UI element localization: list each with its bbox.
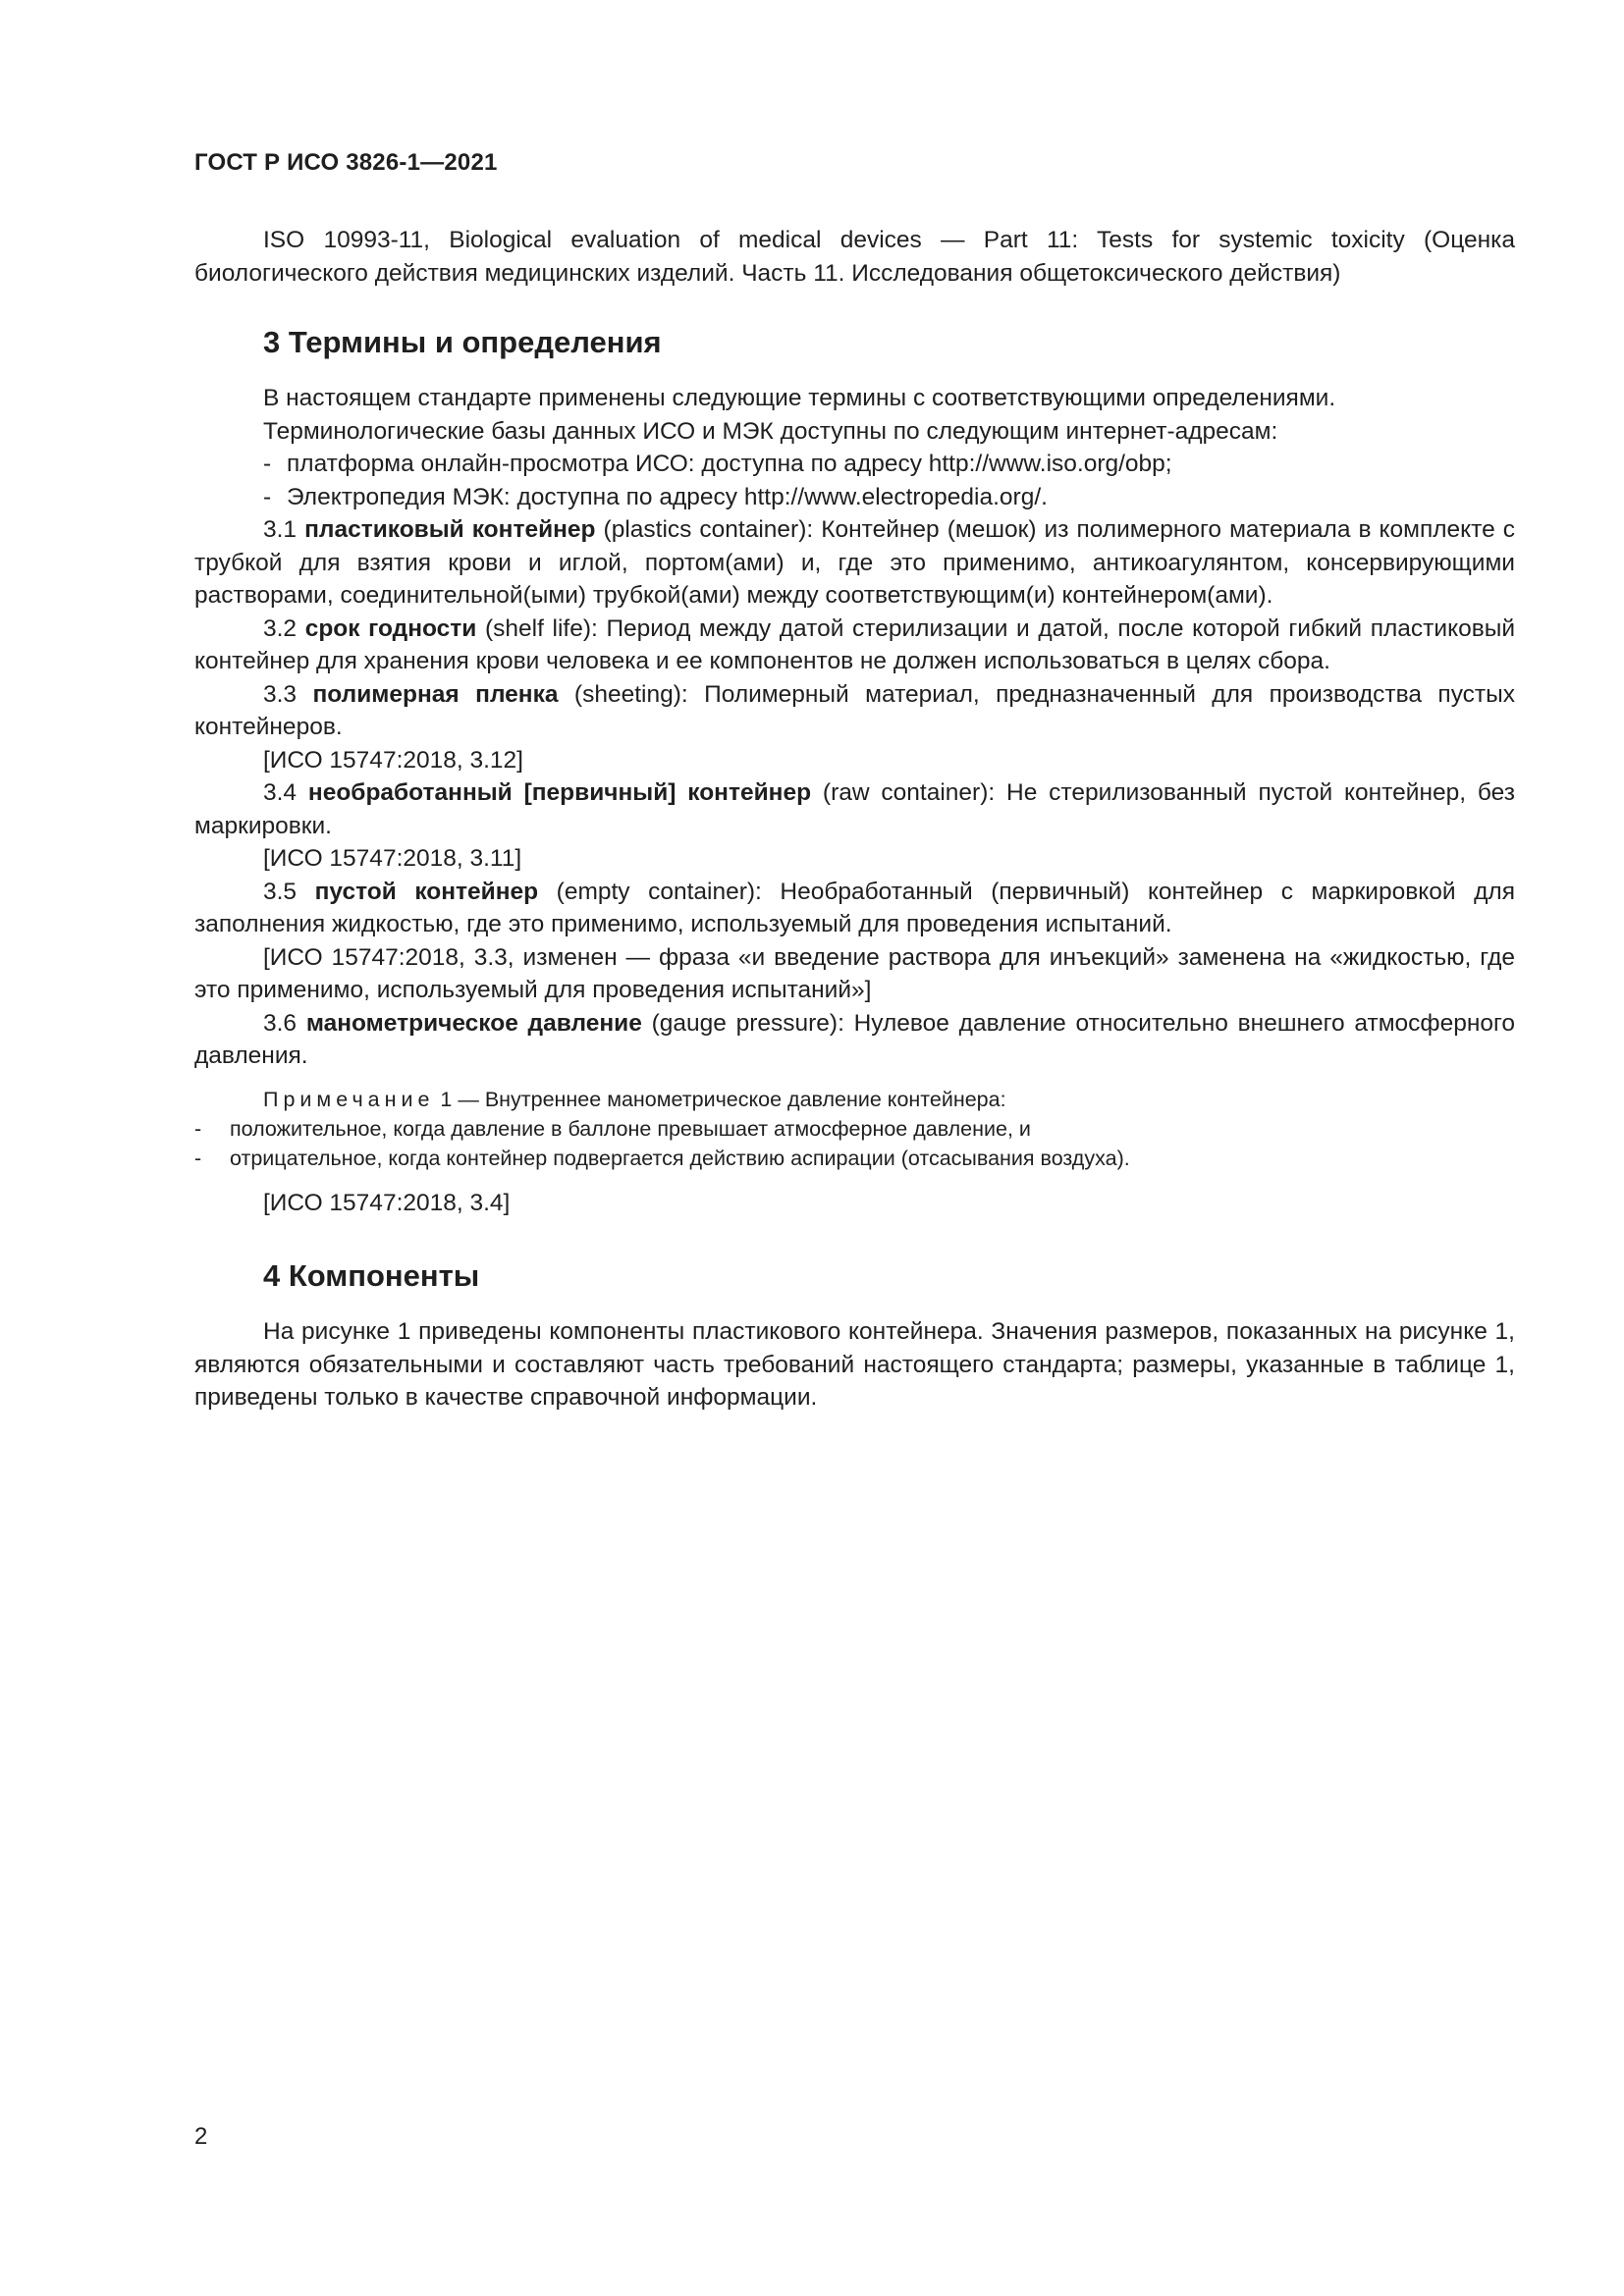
term-number: 3.1 xyxy=(263,516,298,543)
term-definition: (empty container): Необработанный (первичный) контейнер с маркировкой для заполнения жидкостью, где это применимо, используемый для проведения испытаний. xyxy=(194,878,1515,937)
term-3-6 xyxy=(194,1007,1515,1073)
term-source-reference: [ИСО 15747:2018, 3.3, изменен — фраза «и введение раствора для инъекций» заменена на «жидкостью, где это применимо, используемый для проведения испытаний»] xyxy=(194,943,1515,1003)
term-definition: (plastics container): Контейнер (мешок) из полимерного материала в комплекте с трубкой для взятия крови и иглой, портом(ами) и, где это применимо, антикоагулянтом, консервирующими растворами, соединительной(ыми) трубкой(ами) между соответствующим(и) контейнером(ами). xyxy=(194,516,1515,609)
dash-marker: - xyxy=(263,451,272,477)
term-3-4 xyxy=(194,776,1515,842)
document-header-title: ГОСТ Р ИСО 3826-1—2021 xyxy=(194,149,498,176)
term-source-reference: [ИСО 15747:2018, 3.12] xyxy=(263,746,523,774)
term-name: пластиковый контейнер xyxy=(304,516,596,543)
dash-marker: - xyxy=(263,483,272,510)
note-label: Примечание xyxy=(263,1087,435,1111)
term-3-5 xyxy=(194,876,1515,941)
section-3-intro-1: В настоящем стандарте применены следующие термины с соответствующими определениями. xyxy=(263,385,1336,411)
note-heading xyxy=(194,1085,1515,1114)
note-list-item xyxy=(194,1114,1515,1144)
dash-marker: - xyxy=(194,1146,202,1170)
note-list-item xyxy=(194,1144,1515,1173)
term-name: полимерная пленка xyxy=(312,680,559,708)
term-definition: (shelf life): Период между датой стерилизации и датой, после которой гибкий пластиковый контейнер для хранения крови человека и ее компонентов не должен использоваться в целях сбора. xyxy=(194,614,1516,674)
term-definition: (gauge pressure): Нулевое давление относительно внешнего атмосферного давления. xyxy=(194,1009,1516,1069)
normative-reference-iso-10993-11: ISO 10993-11, Biological evaluation of medical devices — Part 11: Tests for systemic toxicity (Оценка биологического действия медицинских изделий. Часть 11. Исследования общетоксического действия) xyxy=(194,227,1515,287)
section-4-paragraph: На рисунке 1 приведены компоненты пластикового контейнера. Значения размеров, показанных на рисунке 1, являются обязательными и составляют часть требований настоящего стандарта; размеры, указанные в таблице 1, приведены только в качестве справочной информации. xyxy=(194,1318,1515,1411)
term-number: 3.2 xyxy=(263,614,298,642)
term-number: 3.3 xyxy=(263,680,298,708)
term-number: 3.6 xyxy=(263,1009,298,1037)
document-body xyxy=(194,224,1515,1415)
term-3-2 xyxy=(194,613,1515,678)
dash-marker: - xyxy=(194,1116,202,1141)
note-block xyxy=(194,1085,1515,1173)
term-number: 3.5 xyxy=(263,878,298,905)
term-3-3 xyxy=(194,678,1515,744)
list-item-text: Электропедия МЭК: доступна по адресу http://www.electropedia.org/. xyxy=(287,483,1048,510)
page-number: 2 xyxy=(194,2123,208,2150)
list-item xyxy=(194,481,1515,514)
term-name: манометрическое давление xyxy=(305,1009,642,1037)
section-4-heading: 4 Компоненты xyxy=(263,1258,480,1293)
term-number: 3.4 xyxy=(263,779,298,806)
term-definition: (raw container): Не стерилизованный пустой контейнер, без маркировки. xyxy=(194,779,1515,839)
note-text: 1 — Внутреннее манометрическое давление контейнера: xyxy=(434,1087,1006,1111)
term-name: пустой контейнер xyxy=(314,878,539,905)
note-list-item-text: отрицательное, когда контейнер подвергается действию аспирации (отсасывания воздуха). xyxy=(230,1146,1130,1170)
term-name: срок годности xyxy=(304,614,477,642)
section-3-heading: 3 Термины и определения xyxy=(263,325,662,359)
note-list-item-text: положительное, когда давление в баллоне превышает атмосферное давление, и xyxy=(230,1116,1031,1141)
term-name: необработанный [первичный] контейнер xyxy=(307,779,812,806)
section-3-intro-2: Терминологические базы данных ИСО и МЭК доступны по следующим интернет-адресам: xyxy=(263,417,1278,445)
list-item-text: платформа онлайн-просмотра ИСО: доступна по адресу http://www.iso.org/obp; xyxy=(287,451,1172,477)
term-3-1 xyxy=(194,513,1515,613)
term-source-reference: [ИСО 15747:2018, 3.4] xyxy=(263,1189,511,1216)
list-item xyxy=(194,448,1515,481)
term-definition: (sheeting): Полимерный материал, предназначенный для производства пустых контейнеров. xyxy=(194,680,1515,740)
term-source-reference: [ИСО 15747:2018, 3.11] xyxy=(263,845,522,872)
